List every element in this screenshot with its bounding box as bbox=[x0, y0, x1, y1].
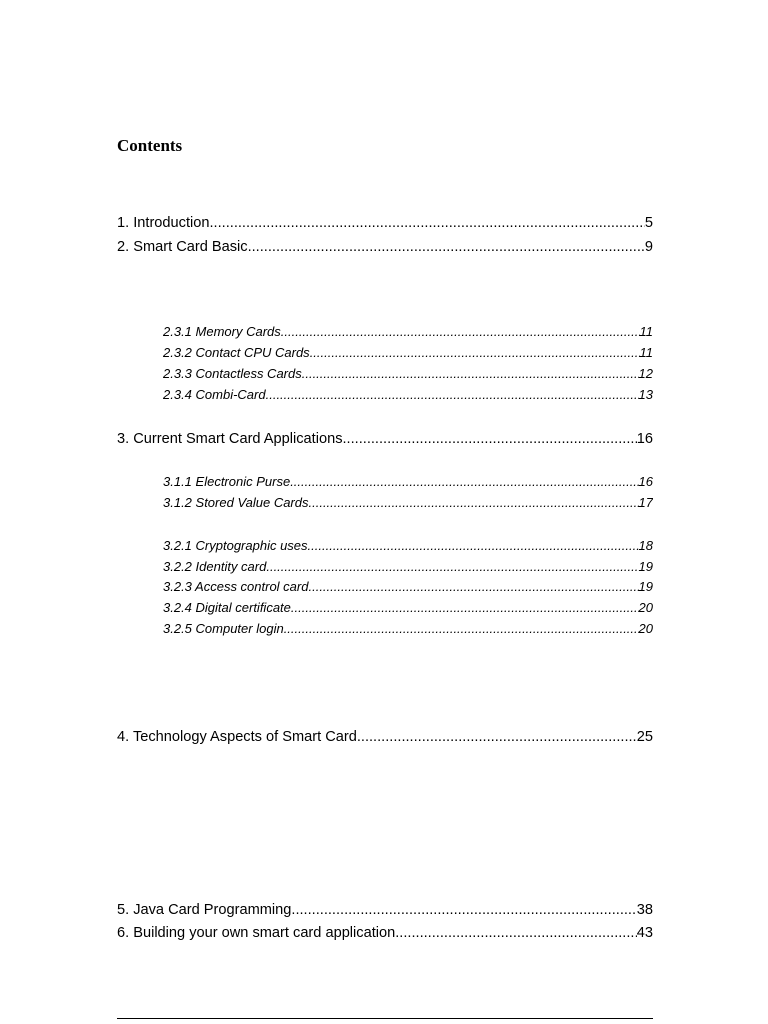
toc-leader-dots bbox=[302, 365, 639, 383]
toc-leader-dots bbox=[309, 494, 639, 512]
toc-entry-access-control-card[interactable] bbox=[163, 578, 653, 596]
toc-entry-page: 43 bbox=[636, 925, 653, 941]
toc-entry-title: 3.2.4 Digital certificate bbox=[163, 600, 291, 615]
toc-entry-java-card-programming[interactable] bbox=[117, 900, 653, 920]
toc-entry-digital-certificate[interactable] bbox=[163, 599, 653, 617]
toc-entry-page: 12 bbox=[638, 366, 653, 381]
toc-entry-page: 11 bbox=[639, 324, 653, 339]
toc-entry-computer-login[interactable] bbox=[163, 620, 653, 638]
toc-entry-title: 3.1.2 Stored Value Cards bbox=[163, 495, 309, 510]
toc-entry-page: 5 bbox=[644, 215, 653, 231]
toc-entry-page: 16 bbox=[636, 431, 653, 447]
toc-leader-dots bbox=[343, 429, 637, 449]
toc-leader-dots bbox=[308, 537, 639, 555]
toc-entry-title: 5. Java Card Programming bbox=[117, 902, 292, 918]
footer-rule bbox=[117, 1018, 653, 1019]
toc-entry-title: 3.2.2 Identity card bbox=[163, 559, 267, 574]
toc-leader-dots bbox=[291, 900, 636, 920]
toc-entry-title: 2. Smart Card Basic bbox=[117, 239, 248, 255]
toc-leader-dots bbox=[357, 727, 637, 747]
toc-entry-page: 19 bbox=[638, 579, 653, 594]
toc-entry-page: 19 bbox=[638, 559, 653, 574]
toc-leader-dots bbox=[284, 620, 639, 638]
toc-entry-contact-cpu-cards[interactable] bbox=[163, 344, 653, 362]
toc-entry-introduction[interactable] bbox=[117, 213, 653, 233]
toc-entry-cryptographic-uses[interactable] bbox=[163, 537, 653, 555]
toc-leader-dots bbox=[308, 578, 638, 596]
toc-entry-title: 3.2.1 Cryptographic uses bbox=[163, 538, 308, 553]
toc-entry-identity-card[interactable] bbox=[163, 558, 653, 576]
toc-entry-title: 2.3.3 Contactless Cards bbox=[163, 366, 302, 381]
toc-entry-page: 25 bbox=[636, 729, 653, 745]
toc-entry-page: 17 bbox=[638, 495, 653, 510]
toc-entry-contactless-cards[interactable] bbox=[163, 365, 653, 383]
toc-entry-electronic-purse[interactable] bbox=[163, 473, 653, 491]
toc-entry-title: 3.2.5 Computer login bbox=[163, 621, 284, 636]
toc-entry-title: 3. Current Smart Card Applications bbox=[117, 431, 343, 447]
toc-entry-page: 9 bbox=[644, 239, 653, 255]
toc-leader-dots bbox=[266, 558, 638, 576]
toc-entry-page: 20 bbox=[638, 600, 653, 615]
toc-entry-current-applications[interactable] bbox=[117, 429, 653, 449]
toc-leader-dots bbox=[210, 213, 645, 233]
toc-entry-stored-value-cards[interactable] bbox=[163, 494, 653, 512]
toc-entry-page: 20 bbox=[638, 621, 653, 636]
toc-entry-smart-card-basic[interactable] bbox=[117, 237, 653, 257]
toc-leader-dots bbox=[248, 237, 645, 257]
toc-leader-dots bbox=[290, 473, 638, 491]
toc-entry-title: 6. Building your own smart card application bbox=[117, 925, 396, 941]
toc-entry-page: 11 bbox=[639, 345, 653, 360]
toc-entry-title: 3.2.3 Access control card bbox=[163, 579, 309, 594]
toc-entry-page: 18 bbox=[638, 538, 653, 553]
toc-leader-dots bbox=[291, 599, 639, 617]
toc-entry-technology-aspects[interactable] bbox=[117, 727, 653, 747]
toc-entry-memory-cards[interactable] bbox=[163, 323, 653, 341]
toc-entry-title: 3.1.1 Electronic Purse bbox=[163, 474, 291, 489]
contents-heading: Contents bbox=[117, 136, 183, 155]
toc-entry-title: 2.3.1 Memory Cards bbox=[163, 324, 281, 339]
toc-entry-page: 16 bbox=[638, 474, 653, 489]
toc-entry-combi-card[interactable] bbox=[163, 386, 653, 404]
toc-entry-title: 1. Introduction bbox=[117, 215, 210, 231]
toc-leader-dots bbox=[395, 923, 637, 943]
toc-leader-dots bbox=[266, 386, 639, 404]
toc-entry-title: 2.3.4 Combi-Card bbox=[163, 387, 266, 402]
toc-entry-page: 13 bbox=[638, 387, 653, 402]
toc-leader-dots bbox=[281, 323, 640, 341]
toc-entry-title: 2.3.2 Contact CPU Cards bbox=[163, 345, 310, 360]
toc-entry-building-application[interactable] bbox=[117, 923, 653, 943]
toc-entry-title: 4. Technology Aspects of Smart Card bbox=[117, 729, 357, 745]
toc-leader-dots bbox=[310, 344, 640, 362]
toc-entry-page: 38 bbox=[636, 902, 653, 918]
